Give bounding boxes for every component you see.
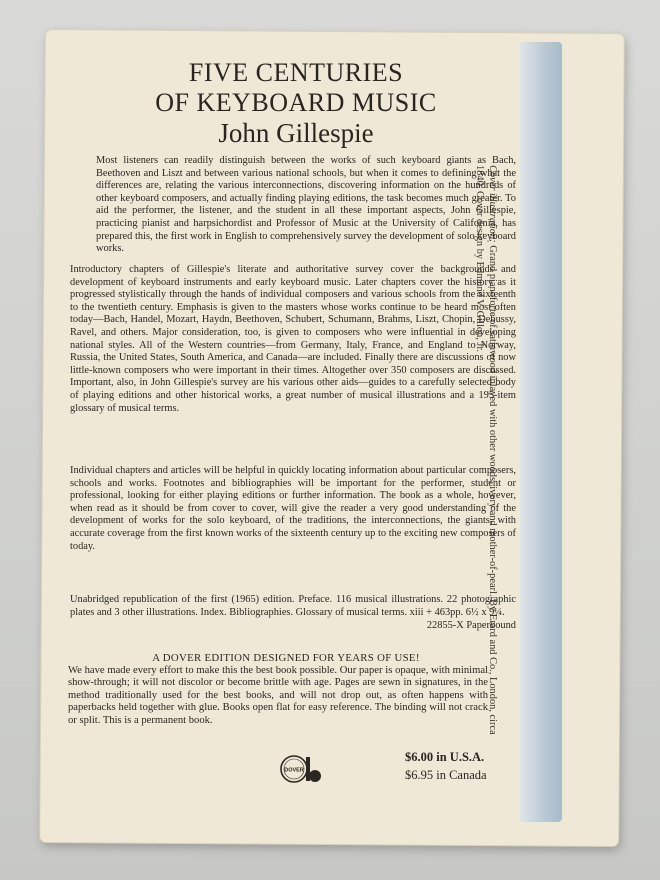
title-line-1: FIVE CENTURIES [188,58,404,87]
dover-logo-text: DOVER [284,767,304,774]
edition-details: Unabridged republication of the first (1965) edition. Preface. 116 musical illustrations. 22 photographic plates and 3 other illustrations. Index. Bibliographies. Glossary of musical terms. xiii + 463pp. 6½ x 9¼. [70,594,516,618]
cover-illustration-text: Grand pianoforte of satinwood inlayed with other woods, ivory and mother-of-pearl. By Erard and Co., London, circa 1840. Cover design by Edmund V. Gillon, Jr. [474,165,498,735]
dover-logo [279,754,325,784]
dover-edition-heading: A DOVER EDITION DESIGNED FOR YEARS OF USE! [152,652,420,664]
author-name: John Gillespie [218,118,374,148]
title-line-2: OF KEYBOARD MUSIC [155,88,437,117]
description-paragraph-3: Individual chapters and articles will be helpful in quickly locating information about particular composers, schools and works. Footnotes and bibliographies will be important for the performer, student or professional, looking for either playing editions or further information. The book as a whole, however, when read as it should be from cover to cover, will give the reader a very good understanding of the development of works for the solo keyboard, of the traditions, the interconnections, the giants, with accurate coverage from the first known works of the sixteenth century up to the exciting new composers of today. [70,465,516,552]
description-paragraph-2: Introductory chapters of Gillespie's literate and authoritative survey cover the backgrounds and development of keyboard instruments and early keyboard music. Later chapters cover the history as it progressed stylistically through the hands of individual composers and various schools from the sixteenth to the twentieth century. Emphasis is given to the masters whose works continue to be heard most often today—Bach, Handel, Mozart, Haydn, Beethoven, Schubert, Schumann, Brahms, Liszt, Chopin, Debussy, Ravel, and others. Major consideration, too, is given to composers who were influential in developing national styles. All of the Western countries—from Germany, Italy, France, and England to Norway, Russia, the United States, South America, and Canada—are included. Finally there are discussions of now little-known composers who were important in their times. Altogether over 350 composers are discussed. Important, also, in John Gillespie's survey are his various other aids—guides to a carefully selected body of playing editions and other historical works, a great number of musical illustrations and a 195-item glossary of musical terms. [70,264,516,414]
dover-quality-paragraph: We have made every effort to make this the best book possible. Our paper is opaque, with minimal show-through; it will not discolor or become brittle with age. Pages are sewn in signatures, in the method traditionally used for the best books, and will not drop out, as often happens with paperbacks held together with glue. Books open flat for easy reference. The binding will not crack or split. This is a permanent book. [68,665,488,726]
price-usa: $6.00 in U.S.A. [405,750,485,764]
description-paragraph-1: Most listeners can readily distinguish between the works of such keyboard giants as Bach, Beethoven and Liszt and between various national schools, but when it comes to defining what the differences are, relating the various interconnections, discovering information on the hundreds of other keyboard composers, and actually finding playing editions, the task becomes much greater. To aid the performer, the listener, and the student in all these important aspects, John Gillespie, practicing pianist and harpsichordist and Professor of Music at the University of California, has prepared this, the first work in English to comprehensively survey the development of solo keyboard works. [96,155,516,255]
book-title [146,58,446,118]
blue-spine-edge [520,42,562,822]
catalog-number: 22855-X Paperbound [426,620,516,631]
cover-illustration-credit [473,165,499,745]
price-canada: $6.95 in Canada [405,768,487,782]
cover-illustration-label: Cover illustration: [487,165,498,243]
